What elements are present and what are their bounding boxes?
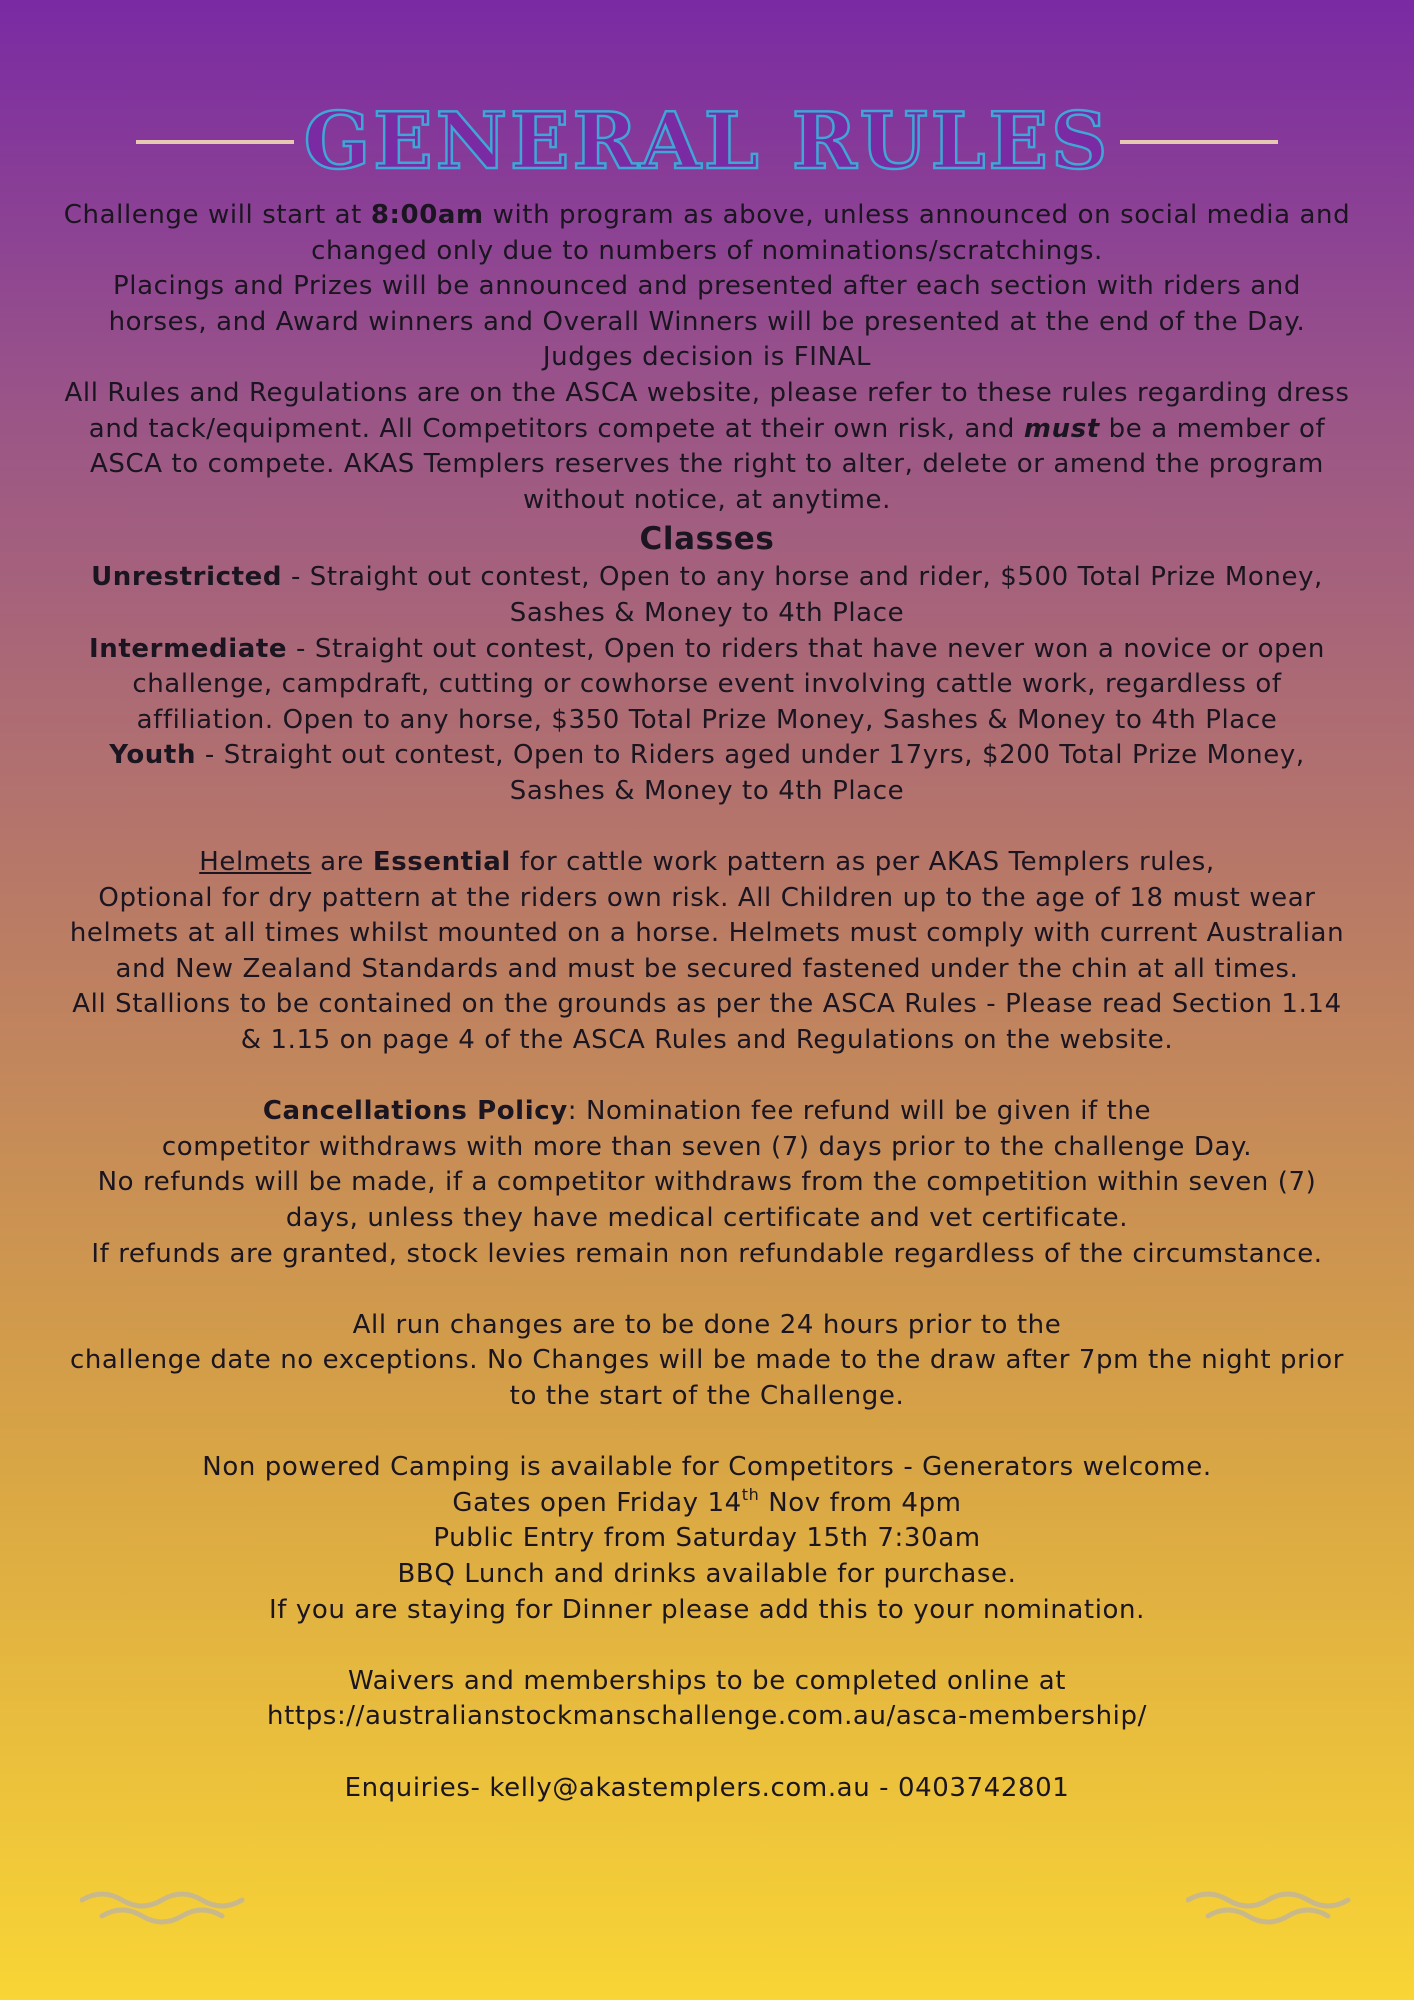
start-text-b: with program as above, unless announced on social media and changed only due to numbers of nominations/scratchings. bbox=[311, 200, 1351, 266]
dinner-note: If you are staying for Dinner please add this to your nomination. bbox=[268, 1594, 1145, 1625]
spacer bbox=[60, 1628, 1354, 1664]
judges-paragraph: Judges decision is FINAL bbox=[542, 342, 872, 373]
class-intermediate bbox=[60, 632, 1354, 739]
waivers-line: Waivers and memberships to be completed online at bbox=[347, 1665, 1067, 1696]
enquiries-line: Enquiries- kelly@akastemplers.com.au - 0403742801 bbox=[344, 1772, 1070, 1803]
class-name: Youth bbox=[109, 740, 197, 771]
cancellations-text: : Nomination fee refund will be given if the bbox=[567, 1096, 1152, 1127]
title-row bbox=[0, 92, 1414, 192]
cancellations-levies: If refunds are granted, stock levies remain non refundable regardless of the circumstance. bbox=[91, 1238, 1323, 1269]
rules-must: must bbox=[1023, 413, 1100, 444]
rules-paragraph bbox=[60, 376, 1354, 518]
helmets-paragraph bbox=[60, 845, 1354, 881]
spacer bbox=[60, 1415, 1354, 1451]
cancellations-label: Cancellations Policy bbox=[262, 1096, 568, 1127]
stallions-paragraph: All Stallions to be contained on the grounds as per the ASCA Rules - Please read Section 1.14 & 1.15 on page 4 of the ASCA Rules and Regulations on the website. bbox=[72, 989, 1342, 1056]
camping-paragraph: Non powered Camping is available for Competitors - Generators welcome. bbox=[202, 1452, 1212, 1483]
title-left-rule bbox=[136, 140, 294, 144]
wave-decoration-right-icon bbox=[1186, 1886, 1356, 1936]
membership-url[interactable]: https://australianstockmanschallenge.com.au/asca-membership/ bbox=[267, 1701, 1147, 1732]
helmets-text: for cattle work pattern as per AKAS Templers rules, bbox=[510, 847, 1215, 878]
gates-open bbox=[60, 1486, 1354, 1522]
helmets-optional-paragraph: Optional for dry pattern at the riders own risk. All Children up to the age of 18 must wear helmets at all times whilst mounted on a horse. Helmets must comply with current Australian and New Zealand Standards and must be secured fastened under the chin at all times. bbox=[69, 882, 1345, 984]
classes-heading: Classes bbox=[639, 521, 775, 558]
spacer bbox=[60, 810, 1354, 846]
rules-text-a: All Rules and Regulations are on the ASCA website, please refer to these rules regarding dress and tack/equipment. All Competitors compete at their own risk, and bbox=[64, 377, 1350, 444]
run-changes-line1: All run changes are to be done 24 hours prior to the bbox=[352, 1309, 1062, 1340]
spacer bbox=[60, 1735, 1354, 1771]
cancellations-paragraph bbox=[60, 1094, 1354, 1130]
run-changes-line2: challenge date no exceptions. No Changes will be made to the draw after 7pm the night prior to the start of the Challenge. bbox=[69, 1345, 1345, 1411]
gates-ordinal: th bbox=[741, 1484, 760, 1504]
helmets-mid: are bbox=[311, 847, 373, 878]
start-text-a: Challenge will start at bbox=[63, 200, 371, 230]
page-title: GENERAL RULES bbox=[303, 96, 1111, 187]
spacer bbox=[60, 1059, 1354, 1095]
bbq-lunch: BBQ Lunch and drinks available for purchase. bbox=[397, 1558, 1017, 1589]
class-name: Intermediate bbox=[89, 633, 288, 664]
class-youth bbox=[60, 738, 1354, 809]
helmets-essential: Essential bbox=[372, 847, 511, 878]
title-right-rule bbox=[1120, 140, 1278, 144]
rules-body bbox=[60, 198, 1354, 1806]
class-description: - Straight out contest, Open to any horse and rider, $500 Total Prize Money, Sashes & Money to 4th Place bbox=[282, 562, 1323, 628]
class-unrestricted bbox=[60, 560, 1354, 631]
start-time: 8:00am bbox=[370, 200, 484, 230]
cancellations-no-refunds: No refunds will be made, if a competitor withdraws from the competition within seven (7) days, unless they have medical certificate and vet certificate. bbox=[97, 1167, 1317, 1234]
class-description: - Straight out contest, Open to riders that have never won a novice or open challenge, campdraft, cutting or cowhorse event involving cattle work, regardless of affiliation. Open to any horse, $350 Total Prize Money, Sashes & Money to 4th Place bbox=[132, 633, 1325, 735]
placings-paragraph: Placings and Prizes will be announced and presented after each section with riders and horses, and Award winners and Overall Winners will be presented at the end of the Day. bbox=[108, 271, 1306, 337]
spacer bbox=[60, 1272, 1354, 1308]
cancellations-withdraw: competitor withdraws with more than seven (7) days prior to the challenge Day. bbox=[161, 1131, 1253, 1162]
wave-decoration-left-icon bbox=[80, 1886, 250, 1936]
rules-text-b: be a member of ASCA to compete. AKAS Templers reserves the right to alter, delete or amend the program without notice, at anytime. bbox=[90, 413, 1326, 515]
class-name: Unrestricted bbox=[91, 562, 283, 593]
gates-text-b: Nov from 4pm bbox=[759, 1487, 962, 1518]
class-description: - Straight out contest, Open to Riders aged under 17yrs, $200 Total Prize Money, Sashes & Money to 4th Place bbox=[196, 740, 1305, 806]
gates-text-a: Gates open Friday 14 bbox=[452, 1487, 742, 1518]
start-time-paragraph bbox=[60, 198, 1354, 269]
helmets-lead: Helmets bbox=[199, 847, 312, 878]
public-entry: Public Entry from Saturday 15th 7:30am bbox=[433, 1523, 981, 1554]
